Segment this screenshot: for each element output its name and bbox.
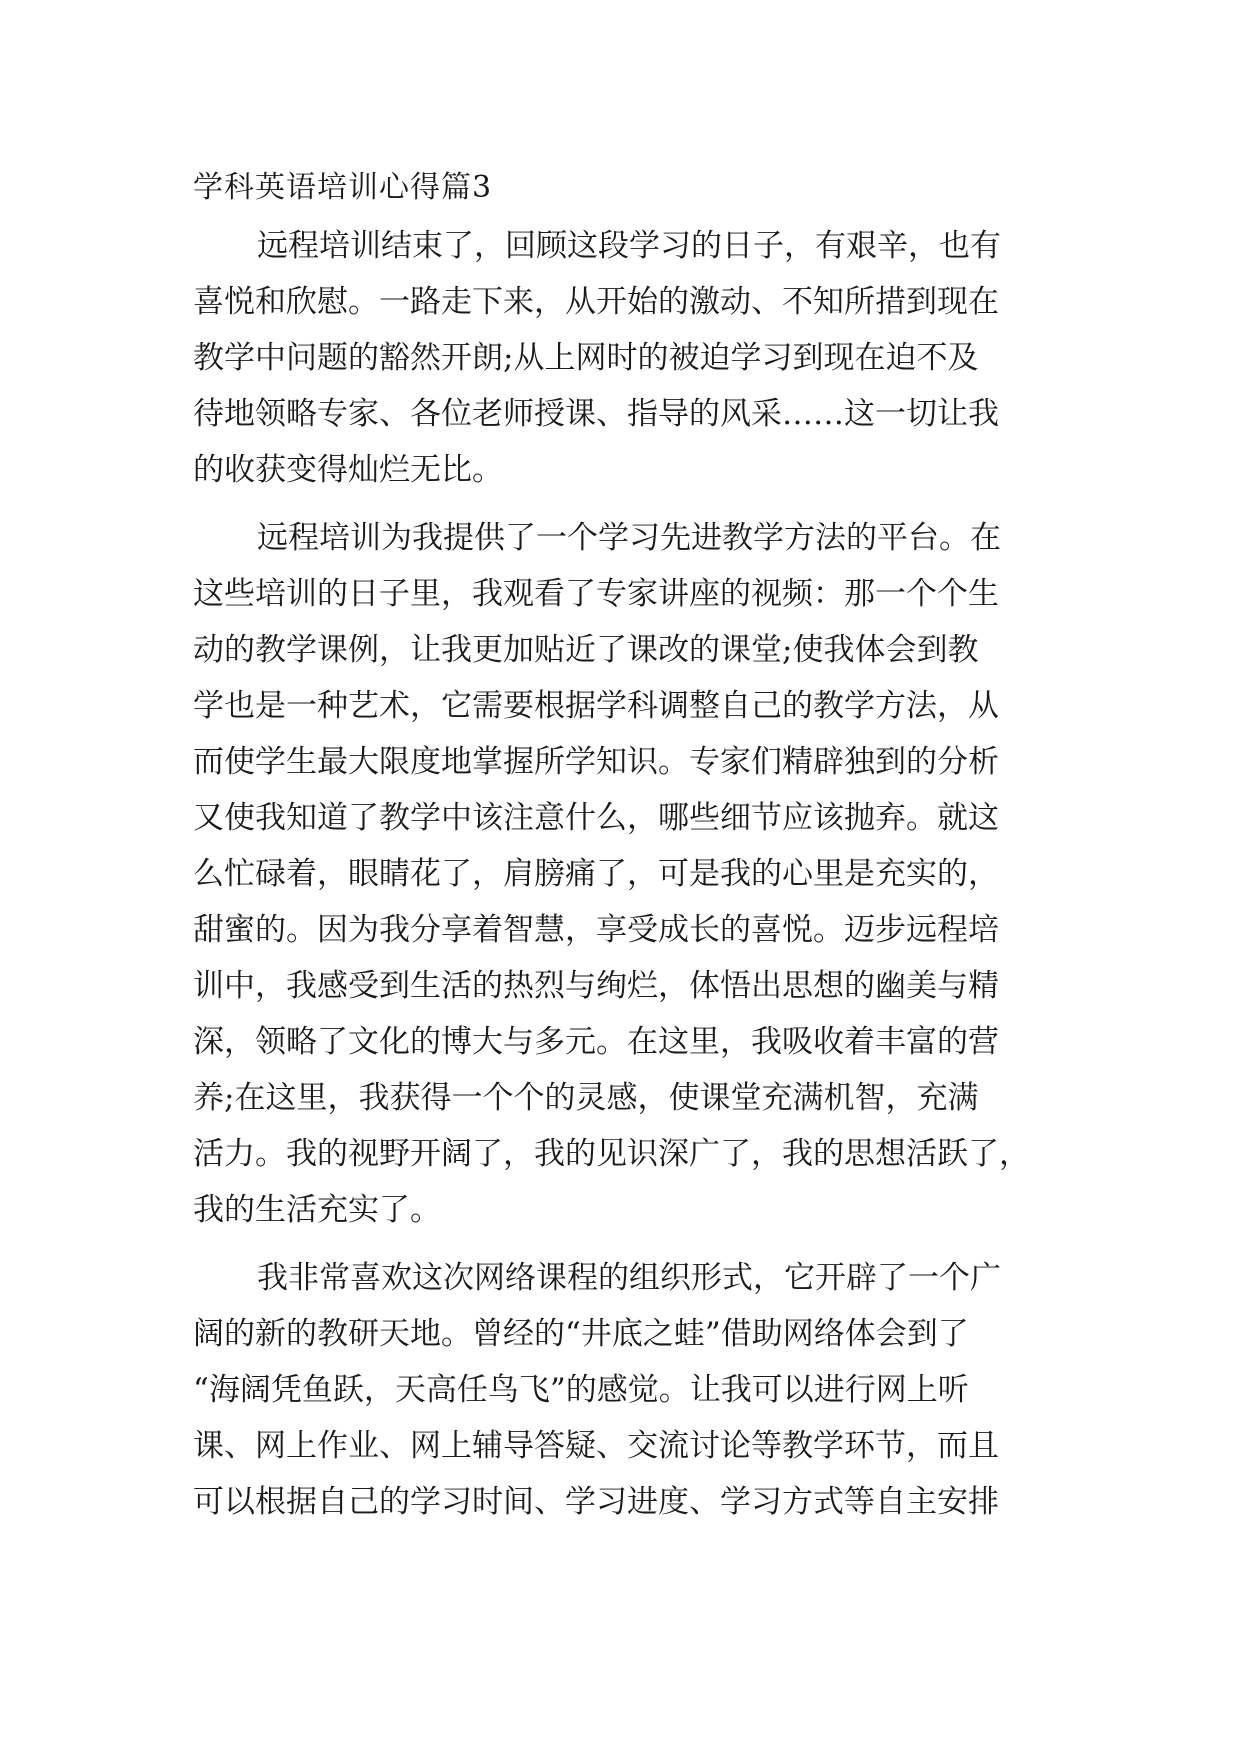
paragraph-2-line-8: 甜蜜的。因为我分享着智慧，享受成长的喜悦。迈步远程培 xyxy=(193,912,999,948)
paragraph-2-line-6: 又使我知道了教学中该注意什么，哪些细节应该抛弃。就这 xyxy=(193,800,999,836)
paragraph-1-line-5: 的收获变得灿烂无比。 xyxy=(193,452,503,488)
paragraph-2-line-11: 养;在这里，我获得一个个的灵感，使课堂充满机智，充满 xyxy=(193,1080,979,1116)
paragraph-3-line-2: 阔的新的教研天地。曾经的“井底之蛙”借助网络体会到了 xyxy=(193,1316,969,1352)
paragraph-3-line-4: 课、网上作业、网上辅导答疑、交流讨论等教学环节，而且 xyxy=(193,1428,999,1464)
paragraph-2-line-5: 而使学生最大限度地掌握所学知识。专家们精辟独到的分析 xyxy=(193,744,999,780)
paragraph-1-line-4: 待地领略专家、各位老师授课、指导的风采……这一切让我 xyxy=(193,396,999,432)
paragraph-2-line-2: 这些培训的日子里，我观看了专家讲座的视频：那一个个生 xyxy=(193,576,999,612)
paragraph-3-line-5: 可以根据自己的学习时间、学习进度、学习方式等自主安排 xyxy=(193,1484,999,1520)
paragraph-1-line-3: 教学中问题的豁然开朗;从上网时的被迫学习到现在迫不及 xyxy=(193,340,979,376)
paragraph-3-line-3: “海阔凭鱼跃，天高任鸟飞”的感觉。让我可以进行网上听 xyxy=(193,1372,969,1408)
paragraph-2-line-9: 训中，我感受到生活的热烈与绚烂，体悟出思想的幽美与精 xyxy=(193,968,999,1004)
paragraph-2-line-10: 深，领略了文化的博大与多元。在这里，我吸收着丰富的营 xyxy=(193,1024,999,1060)
paragraph-2-line-3: 动的教学课例，让我更加贴近了课改的课堂;使我体会到教 xyxy=(193,632,979,668)
paragraph-2-line-12: 活力。我的视野开阔了，我的见识深广了，我的思想活跃了， xyxy=(193,1136,1030,1172)
document-title: 学科英语培训心得篇3 xyxy=(193,170,493,205)
paragraph-1-line-2: 喜悦和欣慰。一路走下来，从开始的激动、不知所措到现在 xyxy=(193,284,999,320)
paragraph-2-line-1: 远程培训为我提供了一个学习先进教学方法的平台。在 xyxy=(257,520,1001,556)
paragraph-3-line-1: 我非常喜欢这次网络课程的组织形式，它开辟了一个广 xyxy=(257,1260,1001,1296)
paragraph-2-line-7: 么忙碌着，眼睛花了，肩膀痛了，可是我的心里是充实的， xyxy=(193,856,999,892)
paragraph-1-line-1: 远程培训结束了，回顾这段学习的日子，有艰辛，也有 xyxy=(257,228,1001,264)
paragraph-2-line-13: 我的生活充实了。 xyxy=(193,1192,441,1228)
paragraph-2-line-4: 学也是一种艺术，它需要根据学科调整自己的教学方法，从 xyxy=(193,688,999,724)
